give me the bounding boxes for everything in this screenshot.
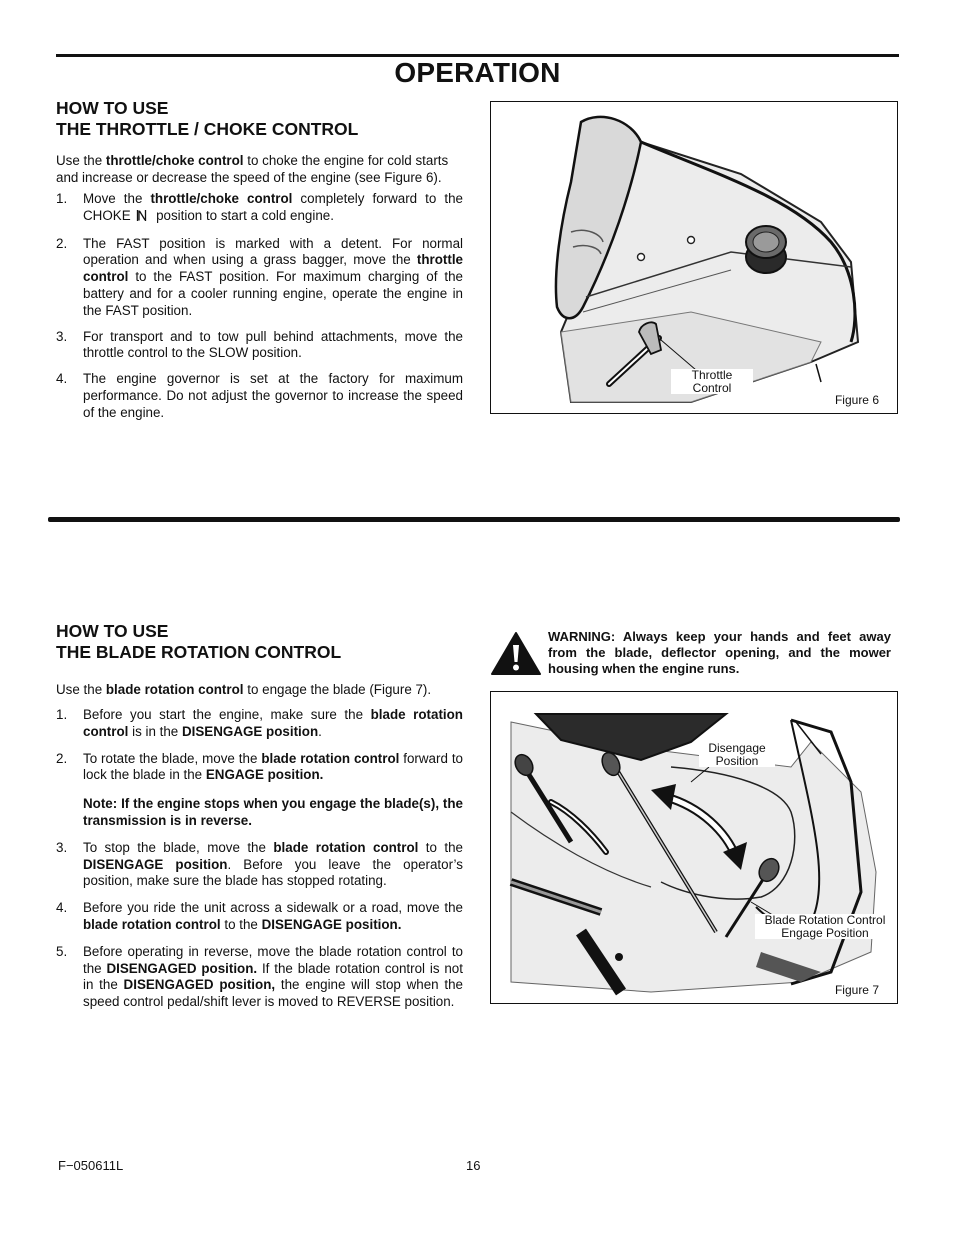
blade-steps-list: [56, 707, 463, 1011]
blade-step-1: 1. Before you start the engine, make sure the blade rotation control is in the DISENGAGE position.: [56, 707, 463, 739]
throttle-intro: Use the throttle/choke control to choke the engine for cold starts and increase or decrease the speed of the engine (see Figure 6).: [56, 153, 449, 185]
blade-step-2: 2. To rotate the blade, move the blade rotation control forward to lock the blade in the ENGAGE position. Note: If the engine stops when you engage the blade(s), the transmission is in reverse.: [56, 750, 463, 828]
throttle-step-4: 4. The engine governor is set at the factory for maximum performance. Do not adjust the governor to increase the speed of the engine.: [56, 371, 463, 420]
disengage-position-callout: Disengage Position: [699, 742, 775, 767]
throttle-heading-line1: HOW TO USE: [56, 98, 169, 118]
throttle-steps-list: [56, 191, 463, 422]
figure-6: [490, 101, 898, 414]
throttle-step-2: 2. The FAST position is marked with a detent. For normal operation and when using a grass bagger, move the throttle control to the FAST position. For maximum charging of the battery and for a cooler running engine, operate the engine in the FAST position.: [56, 235, 463, 318]
blade-intro: Use the blade rotation control to engage the blade (Figure 7).: [56, 682, 432, 697]
throttle-step-3: 3. For transport and to tow pull behind attachments, move the throttle control to the SLOW position.: [56, 328, 463, 361]
warning-triangle-icon: [490, 631, 542, 682]
warning-notice: [490, 629, 898, 681]
blade-section-heading: [56, 621, 476, 663]
throttle-heading-line2: THE THROTTLE / CHOKE CONTROL: [56, 119, 359, 139]
blade-control-illustration: [491, 692, 898, 1004]
section-divider: [48, 517, 900, 522]
blade-step-2-note: Note: If the engine stops when you engage the blade(s), the transmission is in reverse.: [83, 796, 463, 828]
blade-step-5: 5. Before operating in reverse, move the blade rotation control to the DISENGAGED position. If the blade rotation control is not in the DISENGAGED position, the engine will stop when the speed control pedal/shift lever is moved to REVERSE position.: [56, 943, 463, 1010]
footer-document-code: F−050611L: [58, 1158, 124, 1173]
blade-step-4: 4. Before you ride the unit across a sidewalk or a road, move the blade rotation control to the DISENGAGE position.: [56, 900, 463, 932]
warning-text: WARNING: Always keep your hands and feet away from the blade, deflector opening, and the mower housing when the engine runs.: [548, 629, 891, 676]
figure-6-caption: Figure 6: [834, 393, 879, 407]
choke-symbol-icon: [136, 209, 148, 227]
throttle-control-callout: Throttle Control: [671, 369, 753, 394]
page-title: OPERATION: [394, 57, 561, 88]
footer-page-number: 16: [466, 1158, 481, 1173]
engage-position-callout: Blade Rotation Control Engage Position: [755, 914, 895, 939]
figure-7-caption: Figure 7: [834, 983, 879, 997]
blade-heading-line1: HOW TO USE: [56, 621, 169, 641]
blade-heading-line2: THE BLADE ROTATION CONTROL: [56, 642, 342, 662]
figure-7: [490, 691, 898, 1004]
throttle-step-1: 1. Move the throttle/choke control completely forward to the CHOKE position to start a cold engine.: [56, 191, 463, 227]
throttle-section-heading: [56, 98, 476, 140]
blade-step-3: 3. To stop the blade, move the blade rotation control to the DISENGAGE position. Before you leave the operator’s position, make sure the blade has stopped rotating.: [56, 839, 463, 889]
